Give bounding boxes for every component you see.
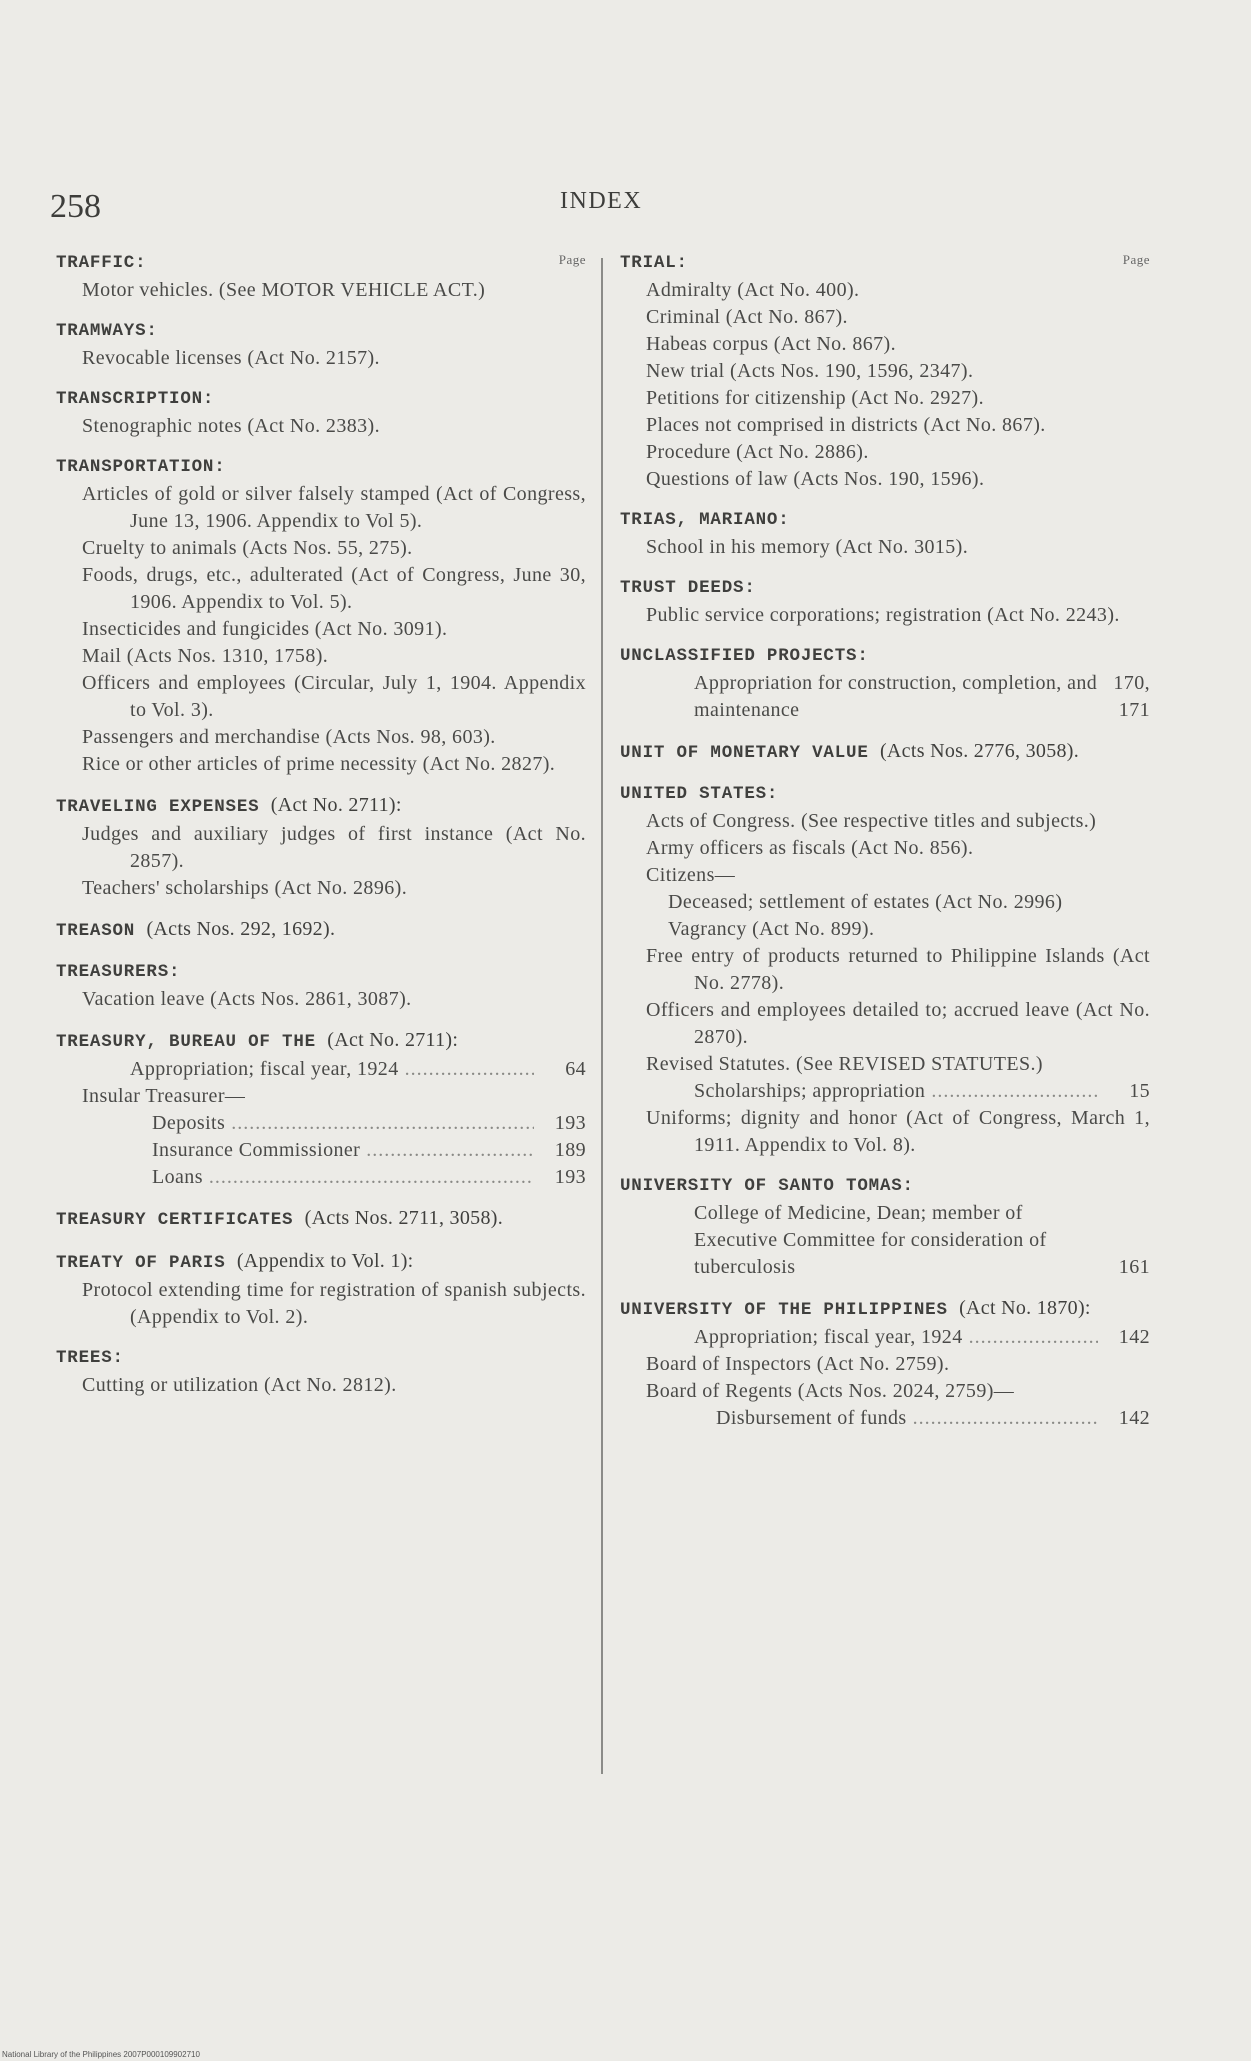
index-entry (56, 1345, 586, 1399)
entry-heading (620, 781, 1150, 808)
subentry-text: Appropriation; fiscal year, 1924 ..... (130, 1056, 534, 1083)
entry-heading-text: TREES: (56, 1348, 124, 1368)
index-entry (620, 1295, 1150, 1432)
column-divider (601, 258, 603, 1774)
entry-heading-note: (Act No. 1870): (959, 1297, 1091, 1319)
subentry: Criminal (Act No. 867). (646, 306, 848, 328)
entry-heading (56, 916, 586, 945)
entry-heading-text: TRANSCRIPTION: (56, 389, 215, 409)
subentry: Insecticides and fungicides (Act No. 3091). (82, 618, 448, 640)
entry-heading-note: (Act No. 2711): (270, 794, 402, 816)
scan-credit: National Library of the Philippines 2007P000109902710 (2, 2050, 200, 2059)
subentry: Cruelty to animals (Acts Nos. 55, 275). (82, 537, 413, 559)
index-entry (56, 1027, 586, 1191)
entry-heading-text: UNCLASSIFIED PROJECTS: (620, 646, 869, 666)
entry-heading-text: TRUST DEEDS: (620, 578, 756, 598)
subentry-text: Disbursement of funds ..... (716, 1405, 1098, 1432)
index-entry (56, 916, 586, 945)
index-entry (620, 781, 1150, 1159)
entry-heading (56, 1345, 586, 1372)
subentry: Teachers' scholarships (Act No. 2896). (82, 877, 408, 899)
subentry: Revocable licenses (Act No. 2157). (82, 347, 380, 369)
subentry (56, 1137, 586, 1164)
index-column-right (620, 250, 1150, 1446)
entry-heading (620, 738, 1150, 767)
subentry: Free entry of products returned to Philippine Islands (Act No. 2778). (646, 945, 1150, 994)
page-reference: 193 (554, 1166, 586, 1188)
subentry: Officers and employees (Circular, July 1, 1904. Appendix to Vol. 3). (82, 672, 586, 721)
subentry: Public service corporations; registration (Act No. 2243). (646, 604, 1120, 626)
subentry-text: College of Medicine, Dean; member of Executive Committee for consideration of tuberculosis (694, 1202, 1047, 1278)
entry-heading-note: (Acts Nos. 2711, 3058). (304, 1207, 504, 1229)
entry-heading (56, 250, 586, 277)
index-entry (56, 250, 586, 304)
subentry (56, 1110, 586, 1137)
entry-heading-text: TREASURY CERTIFICATES (56, 1210, 294, 1230)
subentry (56, 1164, 586, 1191)
page-reference: 170, 171 (1113, 672, 1150, 721)
subentry: Passengers and merchandise (Acts Nos. 98, 603). (82, 726, 496, 748)
index-entry (620, 250, 1150, 493)
subentry: Deceased; settlement of estates (Act No. 2996) (668, 891, 1063, 913)
subentry (620, 1405, 1150, 1432)
subentry-text: Loans ..... (152, 1164, 534, 1191)
entry-heading (56, 959, 586, 986)
subentry: Board of Inspectors (Act No. 2759). (646, 1353, 950, 1375)
entry-heading-note: (Acts Nos. 2776, 3058). (879, 740, 1080, 762)
subentry: Vagrancy (Act No. 899). (668, 918, 875, 940)
subentry: Articles of gold or silver falsely stamped (Act of Congress, June 13, 1906. Appendix to Vol 5). (82, 483, 586, 532)
entries-left (56, 250, 586, 1399)
entry-heading-text: UNIVERSITY OF THE PHILIPPINES (620, 1300, 948, 1320)
subentry: Army officers as fiscals (Act No. 856). (646, 837, 974, 859)
entry-heading (56, 1027, 586, 1056)
entry-heading (620, 643, 1150, 670)
entry-heading (620, 1173, 1150, 1200)
page-reference: 64 (565, 1058, 586, 1080)
subentry: Citizens— (646, 864, 736, 886)
index-entry (56, 454, 586, 778)
subentry: Officers and employees detailed to; accrued leave (Act No. 2870). (646, 999, 1150, 1048)
subentry: School in his memory (Act No. 3015). (646, 536, 969, 558)
index-entry (56, 959, 586, 1013)
entry-heading-text: TRIAL: (620, 253, 688, 273)
entry-heading (620, 575, 1150, 602)
subentry: Mail (Acts Nos. 1310, 1758). (82, 645, 329, 667)
subentry: Petitions for citizenship (Act No. 2927). (646, 387, 985, 409)
entry-heading-text: TRIAS, MARIANO: (620, 510, 790, 530)
index-entry (620, 1173, 1150, 1281)
subentry: Vacation leave (Acts Nos. 2861, 3087). (82, 988, 412, 1010)
page-number: 258 (50, 188, 101, 225)
page-reference: 193 (554, 1112, 586, 1134)
entry-heading-text: TRAVELING EXPENSES (56, 797, 260, 817)
subentry: Habeas corpus (Act No. 867). (646, 333, 897, 355)
entry-heading-text: TRAFFIC: (56, 253, 147, 273)
subentry-text: Insurance Commissioner ..... (152, 1137, 534, 1164)
running-head-title: INDEX (560, 188, 643, 214)
entry-heading (56, 386, 586, 413)
subentry: Places not comprised in districts (Act No. 867). (646, 414, 1046, 436)
entry-heading (56, 792, 586, 821)
page-column-label: Page (558, 252, 586, 267)
subentry: Motor vehicles. (See MOTOR VEHICLE ACT.) (82, 279, 486, 301)
subentry: Revised Statutes. (See REVISED STATUTES.) (646, 1053, 1043, 1075)
index-entry (56, 792, 586, 902)
entry-heading-text: TREASON (56, 921, 136, 941)
index-entry (56, 1205, 586, 1234)
index-entry (56, 386, 586, 440)
index-entry (56, 1248, 586, 1331)
entry-heading (56, 1205, 586, 1234)
index-entry (620, 643, 1150, 724)
entry-heading-note: (Appendix to Vol. 1): (236, 1250, 414, 1272)
subentry: Protocol extending time for registration of spanish subjects. (Appendix to Vol. 2). (82, 1279, 586, 1328)
subentry: Procedure (Act No. 2886). (646, 441, 869, 463)
entry-heading-text: TREASURERS: (56, 962, 181, 982)
page-column-label: Page (1122, 252, 1150, 267)
subentry: New trial (Acts Nos. 190, 1596, 2347). (646, 360, 974, 382)
entry-heading (56, 1248, 586, 1277)
index-column-left (56, 250, 586, 1413)
entry-heading (56, 454, 586, 481)
entry-heading-note: (Act No. 2711): (327, 1029, 459, 1051)
subentry-text: Scholarships; appropriation ..... (694, 1078, 1098, 1105)
entry-heading (620, 507, 1150, 534)
page-reference: 161 (1118, 1256, 1150, 1278)
subentry: Stenographic notes (Act No. 2383). (82, 415, 380, 437)
subentry: Foods, drugs, etc., adulterated (Act of Congress, June 30, 1906. Appendix to Vol. 5). (82, 564, 586, 613)
page-reference: 142 (1118, 1326, 1150, 1348)
entry-heading-note: (Acts Nos. 292, 1692). (146, 918, 336, 940)
page-reference: 189 (554, 1139, 586, 1161)
subentry-text: Deposits ..... (152, 1110, 534, 1137)
page-reference: 15 (1129, 1080, 1150, 1102)
subentry: Insular Treasurer— (82, 1085, 246, 1107)
subentry: Board of Regents (Acts Nos. 2024, 2759)— (646, 1380, 1015, 1402)
subentry: Questions of law (Acts Nos. 190, 1596). (646, 468, 985, 490)
index-entry (620, 738, 1150, 767)
entry-heading-text: TREASURY, BUREAU OF THE (56, 1032, 316, 1052)
page-reference: 142 (1118, 1407, 1150, 1429)
entry-heading (56, 318, 586, 345)
entries-right (620, 250, 1150, 1432)
subentry: Cutting or utilization (Act No. 2812). (82, 1374, 397, 1396)
subentry: Rice or other articles of prime necessity (Act No. 2827). (82, 753, 556, 775)
index-entry (620, 575, 1150, 629)
subentry (620, 1200, 1150, 1281)
subentry-text: Appropriation for construction, completion, and maintenance (694, 672, 1098, 721)
entry-heading-text: TRAMWAYS: (56, 321, 158, 341)
entry-heading-text: UNIT OF MONETARY VALUE (620, 743, 869, 763)
subentry (620, 1324, 1150, 1351)
index-entry (56, 318, 586, 372)
entry-heading (620, 1295, 1150, 1324)
entry-heading-text: TREATY OF PARIS (56, 1253, 226, 1273)
subentry (620, 1078, 1150, 1105)
entry-heading-text: UNITED STATES: (620, 784, 779, 804)
subentry: Admiralty (Act No. 400). (646, 279, 860, 301)
subentry-text: Appropriation; fiscal year, 1924 ..... (694, 1324, 1098, 1351)
index-entry (620, 507, 1150, 561)
subentry: Judges and auxiliary judges of first instance (Act No. 2857). (82, 823, 586, 872)
entry-heading-text: UNIVERSITY OF SANTO TOMAS: (620, 1176, 914, 1196)
entry-heading (620, 250, 1150, 277)
entry-heading-text: TRANSPORTATION: (56, 457, 226, 477)
subentry (620, 670, 1150, 724)
subentry: Uniforms; dignity and honor (Act of Congress, March 1, 1911. Appendix to Vol. 8). (646, 1107, 1150, 1156)
subentry (56, 1056, 586, 1083)
subentry: Acts of Congress. (See respective titles and subjects.) (646, 810, 1097, 832)
